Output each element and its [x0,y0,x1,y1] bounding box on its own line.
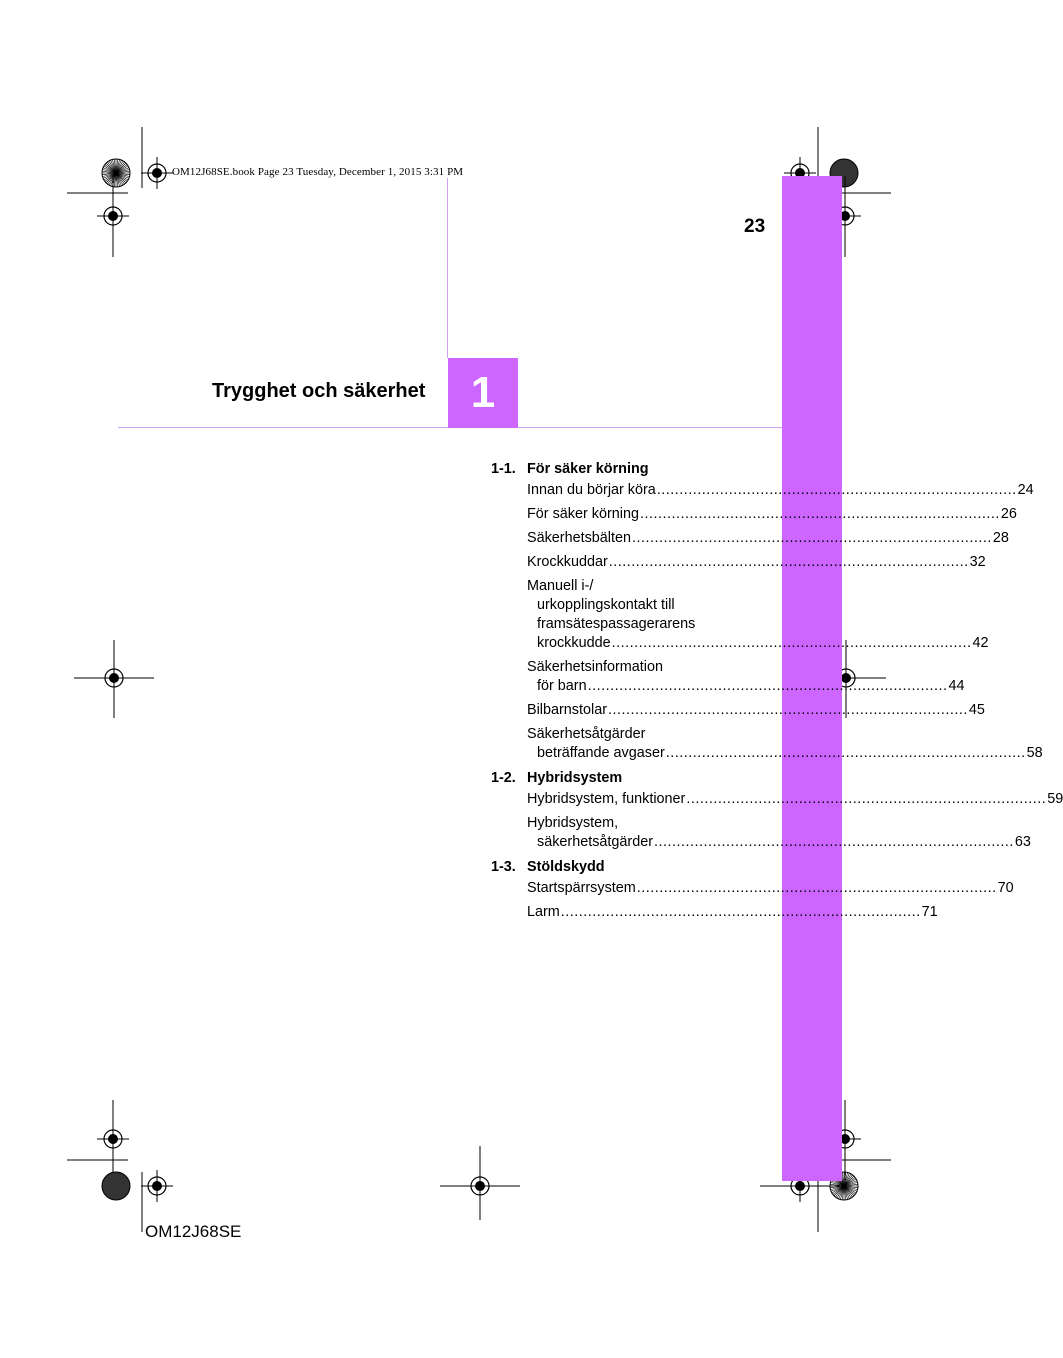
toc-entry-text: För säker körning [527,506,639,522]
manual-code: OM12J68SE [145,1222,242,1241]
toc-entry[interactable] [527,701,985,720]
toc-section-title: För säker körning [527,461,649,477]
toc-section-heading [491,857,741,878]
toc-entry[interactable] [527,903,938,922]
vertical-divider [447,178,448,358]
toc-page-number: 63 [1014,834,1031,850]
toc-dot-leader: ................................................................................ [636,880,997,896]
toc-entry[interactable] [527,658,965,696]
toc-entry[interactable] [527,481,1034,500]
toc-dot-leader: ................................................................................ [665,745,1026,761]
toc-entry-text: Hybridsystem, [527,815,619,831]
toc-entry-text: Säkerhetsinformation [527,659,663,675]
toc-entry-text: Krockkuddar [527,554,608,570]
toc-section-heading [491,768,741,789]
file-header-info: OM12J68SE.book Page 23 Tuesday, December 1, 2015 3:31 PM [172,166,464,178]
toc-entry-text: urkopplingskontakt till [537,597,675,613]
toc-entry-text: Säkerhetsbälten [527,530,632,546]
registration-mark-icon [141,157,173,189]
chapter-title: Trygghet och säkerhet [212,380,426,402]
toc-dot-leader: ................................................................................ [654,834,1014,850]
toc-dot-leader: ................................................................................ [686,791,1047,807]
toc-page-number: 45 [968,702,985,718]
toc-dot-leader: ................................................................................ [560,904,921,920]
toc-entry-text: krockkudde [537,635,611,651]
toc-entry-text: säkerhetsåtgärder [537,834,653,850]
toc-page-number: 44 [948,678,965,694]
toc-entry-text: Bilbarnstolar [527,702,607,718]
toc-page-number: 28 [992,530,1009,546]
toc-section-title: Hybridsystem [527,770,623,786]
toc-entry-text: beträffande avgaser [537,745,665,761]
toc-page-number: 26 [1000,506,1017,522]
toc-dot-leader: ................................................................................ [608,554,969,570]
toc-entry-text: Hybridsystem, funktioner [527,791,686,807]
registration-mark-icon [141,1170,173,1202]
toc-dot-leader: ................................................................................ [656,482,1017,498]
toc-entry-text: framsätespassagerarens [537,616,696,632]
toc-page-number: 58 [1026,745,1043,761]
toc-entry-text: Startspärrsystem [527,880,636,896]
toc-entry[interactable] [527,529,1009,548]
toc-section-number: 1-2. [491,770,516,786]
toc-entry-text: för barn [537,678,587,694]
chapter-number-box: 1 [448,358,518,428]
toc-entry[interactable] [527,814,1031,852]
toc-page-number: 71 [921,904,938,920]
toc-section-heading [491,459,741,480]
toc-entry[interactable] [527,879,1014,898]
toc-page-number: 24 [1017,482,1034,498]
toc-entry[interactable] [527,577,989,653]
toc-dot-leader: ................................................................................ [611,635,972,651]
toc-page-number: 59 [1047,791,1063,807]
toc-page-number: 70 [997,880,1014,896]
toc-dot-leader: ................................................................................ [632,530,992,546]
toc-entry[interactable] [527,553,986,572]
toc-dot-leader: ................................................................................ [608,702,968,718]
toc-entry-text: Manuell i-/ [527,578,594,594]
toc-entry[interactable] [527,790,1063,809]
page-number: 23 [744,216,766,237]
toc-entry-text: Säkerhetsåtgärder [527,726,646,742]
toc-entry-text: Innan du börjar köra [527,482,656,498]
toc-dot-leader: ................................................................................ [587,678,948,694]
toc-page-number: 42 [972,635,989,651]
toc-section-number: 1-1. [491,461,516,477]
starburst-mark-icon [102,159,130,187]
toc-section-title: Stöldskydd [527,859,605,875]
table-of-contents [491,459,1063,927]
toc-dot-leader: ................................................................................ [639,506,1000,522]
toc-entry[interactable] [527,725,1043,763]
toc-entry[interactable] [527,505,1017,524]
solid-circle-mark-icon [102,1172,130,1200]
toc-entry-text: Larm [527,904,560,920]
toc-section-number: 1-3. [491,859,516,875]
toc-page-number: 32 [969,554,986,570]
